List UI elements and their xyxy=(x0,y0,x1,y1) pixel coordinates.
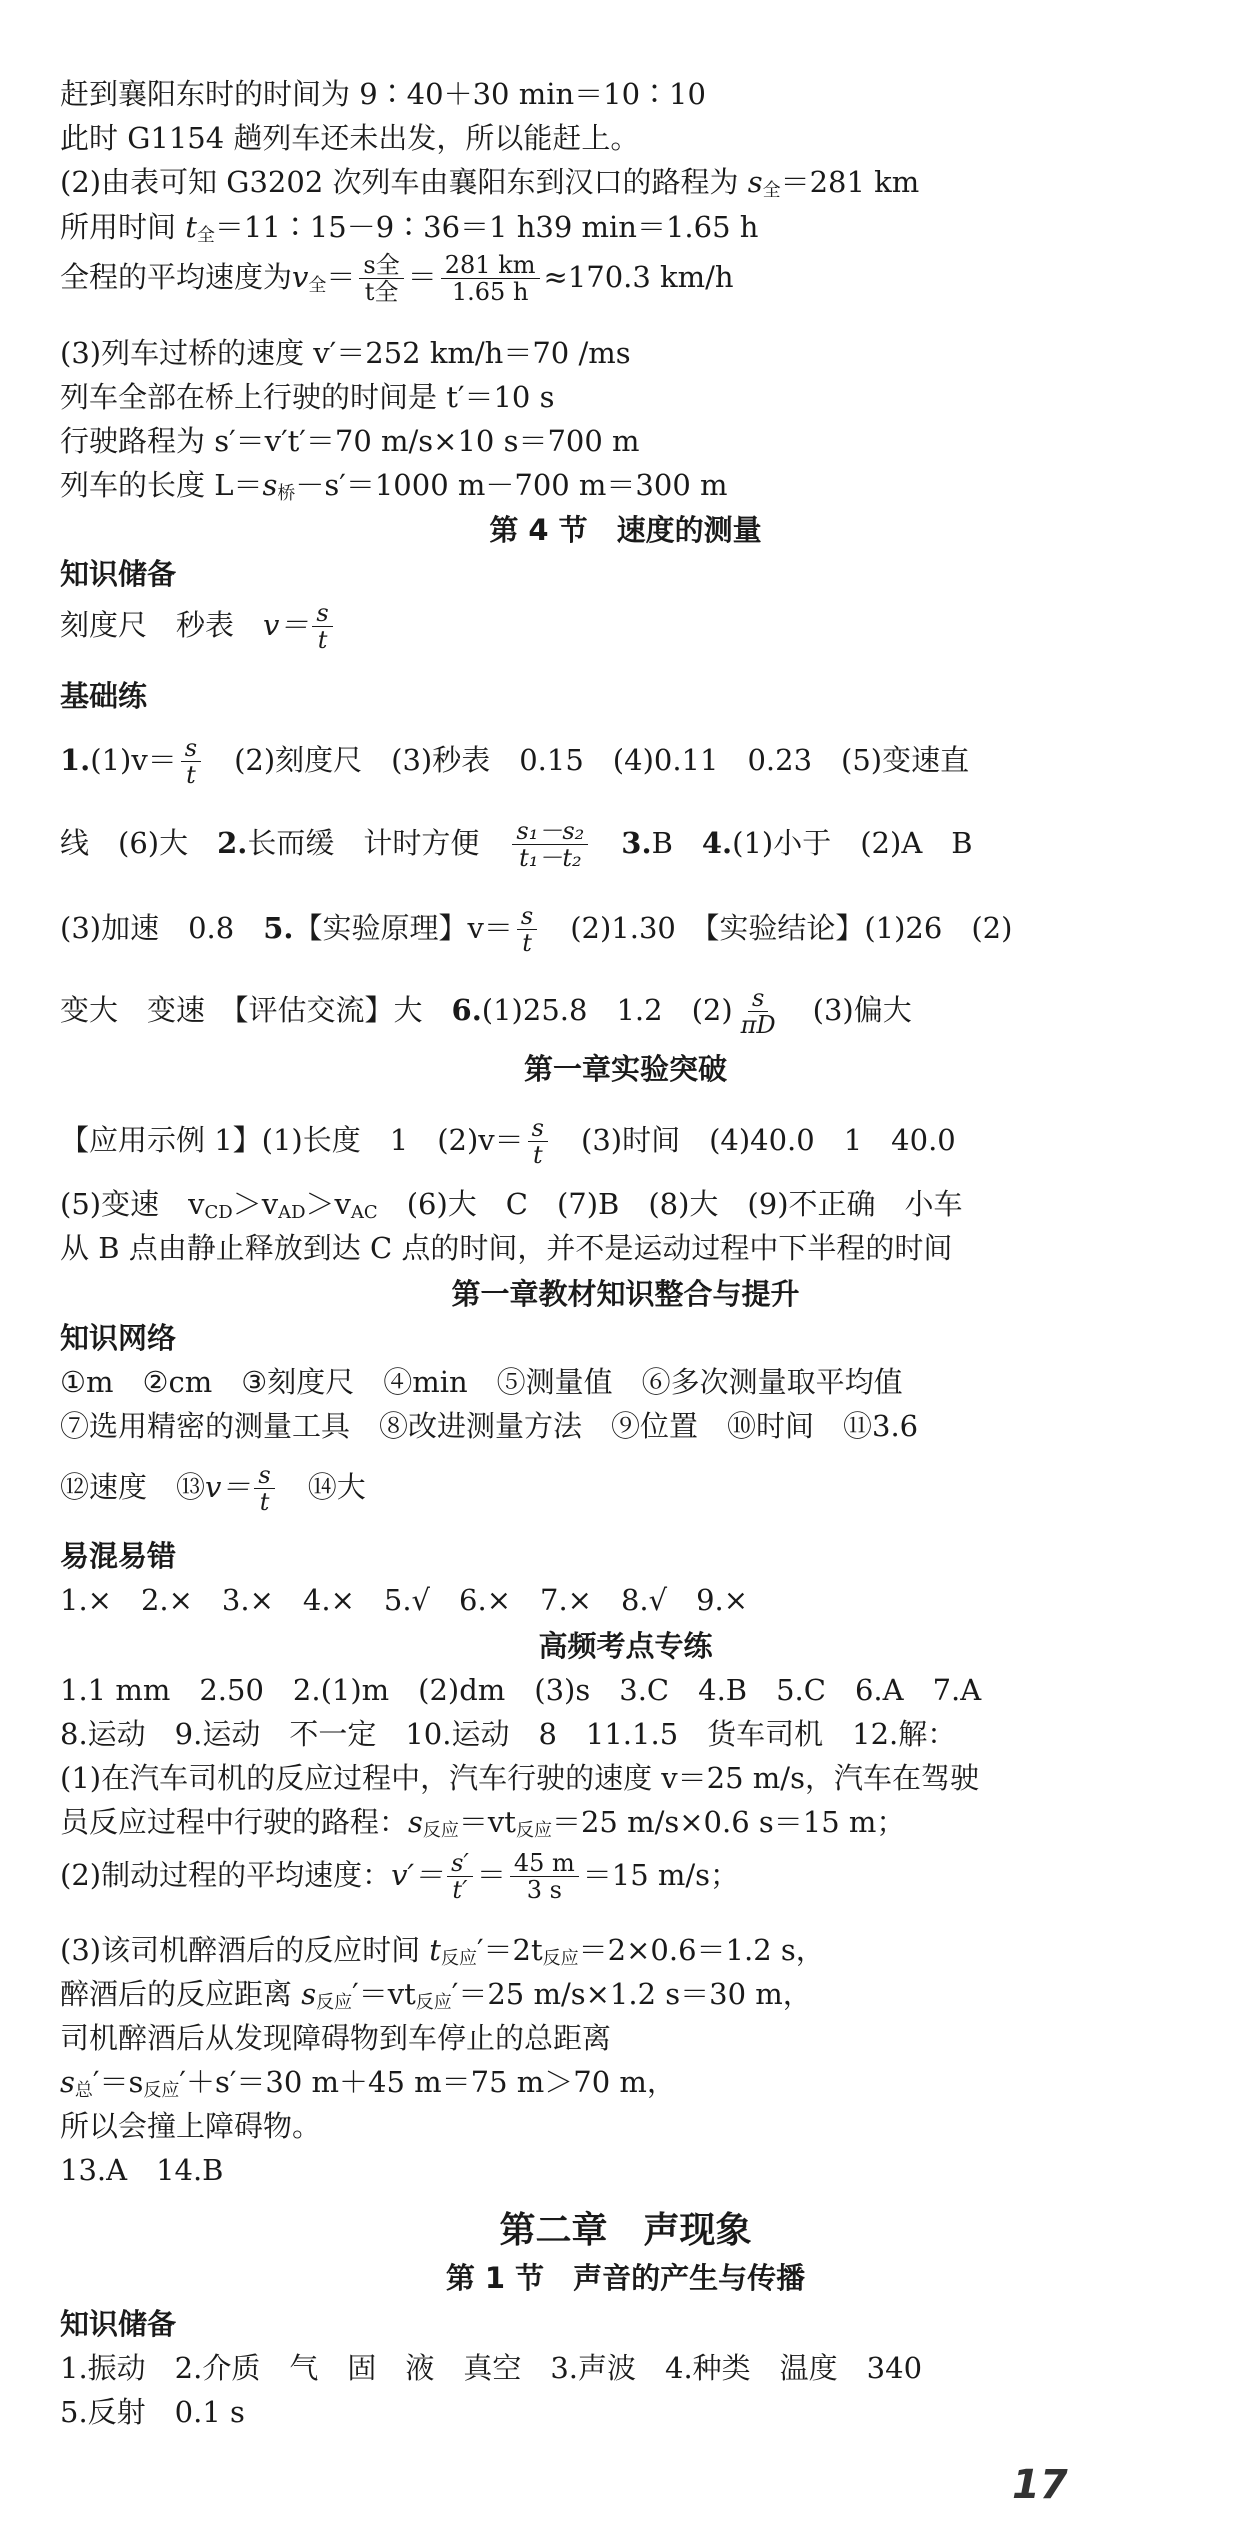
text-line: ①m ②cm ③刻度尺 ④min ⑤测量值 ⑥多次测量取平均值 xyxy=(60,1365,903,1399)
text-line: (5)变速 $v_{CD}>v_{AD}>v_{AC}$ (6)大 C (7)B (8)大 (9)不正确 小车 xyxy=(60,1187,963,1223)
formula-line: 全程的平均速度为$v_全=$ $\frac{\text{s全}}{\text{t全}}$ ＝ $\frac{281 km}{1.65 h}$ ≈170.3 km/h xyxy=(60,251,734,307)
section-title: 第一章实验突破 xyxy=(523,1052,727,1086)
fraction: $\frac{s}{t}$ xyxy=(517,903,537,957)
text-line: 13.A 14.B xyxy=(60,2153,224,2187)
section-title: 第一章教材知识整合与提升 xyxy=(451,1277,800,1311)
fraction: $\frac{s'}{t'}$ xyxy=(447,1850,473,1904)
subsection-heading: 基础练 xyxy=(60,679,148,713)
text-line: 刻度尺 秒表 v＝ $\frac{s}{t}$ xyxy=(60,600,337,654)
text-line: 5.反射 0.1 s xyxy=(60,2395,245,2429)
fraction: $\frac{s}{t}$ xyxy=(528,1115,548,1169)
text-line: 【应用示例 1】(1)长度 1 (2)v＝ $\frac{s}{t}$ (3)时间 (4)40.0 1 40.0 xyxy=(60,1114,956,1170)
text-line: ⑦选用精密的测量工具 ⑧改进测量方法 ⑨位置 ⑩时间 ⑪3.6 xyxy=(60,1409,919,1443)
text-line: 此时 G1154 趟列车还未出发，所以能赶上。 xyxy=(60,121,640,155)
section-title: 第 1 节 声音的产生与传播 xyxy=(445,2261,806,2295)
text-line: 所用时间 $t_全=11∶15-9∶36=1$ h39 min＝1.65 h xyxy=(60,210,759,246)
text-line: 变大 变速 【评估交流】大 6.(1)25.8 1.2 (2) $\frac{s}{\pi D}$ (3)偏大 xyxy=(60,984,912,1040)
text-line: (3)该司机醉酒后的反应时间 $t_{反应}'=2t_{反应}=2\times 0.6=1.2$ s， xyxy=(60,1933,825,1969)
text-line: 1.1 mm 2.50 2.(1)m (2)dm (3)s 3.C 4.B 5.C 6.A 7.A xyxy=(60,1673,982,1707)
text-line: ⑫速度 ⑬v＝ $\frac{s}{t}$ ⑭大 xyxy=(60,1461,366,1517)
section-title: 高频考点专练 xyxy=(538,1629,713,1663)
page-number: 17 xyxy=(1012,2462,1068,2508)
text-line: 从 B 点由静止释放到达 C 点的时间，并不是运动过程中下半程的时间 xyxy=(60,1231,953,1265)
subsection-heading: 知识储备 xyxy=(60,557,177,591)
fraction: $\frac{s}{t}$ xyxy=(254,1462,274,1516)
fraction: $\frac{s}{t}$ xyxy=(181,735,201,789)
text-line: 司机醉酒后从发现障碍物到车停止的总距离 xyxy=(60,2021,612,2055)
text-line: 醉酒后的反应距离 $s_{反应}'=vt_{反应}'=25$ m/s×1.2 s＝30 m， xyxy=(60,1977,812,2013)
section-title: 第 4 节 速度的测量 xyxy=(489,513,762,547)
fraction: $\frac{45 m}{3 s}$ xyxy=(510,1850,579,1904)
text-line: 赶到襄阳东时的时间为 9∶40＋30 min＝10∶10 xyxy=(60,77,706,111)
fraction: $\frac{\text{s全}}{\text{t全}}$ xyxy=(359,252,403,306)
text-line: 线 (6)大 2.长而缓 计时方便 $\frac{\text{s₁－s₂}}{\text{t₁－t₂}}$ 3.B 4.(1)小于 (2)A B xyxy=(60,817,973,873)
text-line: (3)加速 0.8 5.【实验原理】v＝ $\frac{s}{t}$ (2)1.30 【实验结论】(1)26 (2) xyxy=(60,902,1013,958)
formula-line: (2)制动过程的平均速度：v′＝ $\frac{s'}{t'}$ ＝ $\frac{45 m}{3 s}$ ＝15 m/s； xyxy=(60,1849,740,1905)
text-line: $s_总'=s_{反应}'+s'=30$ m＋45 m＝75 m＞70 m， xyxy=(60,2065,676,2101)
text-line: 员反应过程中行驶的路程：$s_{反应}=vt_{反应}=25$ m/s×0.6 s＝15 m； xyxy=(60,1805,906,1841)
text-line: (3)列车过桥的速度 v′＝252 km/h＝70 /ms xyxy=(60,336,631,370)
chapter-title: 第二章 声现象 xyxy=(499,2210,752,2251)
text-line: 行驶路程为 s′＝v′t′＝70 m/s×10 s＝700 m xyxy=(60,424,640,458)
text-line: 列车全部在桥上行驶的时间是 t′＝10 s xyxy=(60,380,555,414)
subsection-heading: 知识储备 xyxy=(60,2307,177,2341)
fraction: $\frac{\text{s₁－s₂}}{\text{t₁－t₂}}$ xyxy=(512,818,588,872)
text-line: (2)由表可知 G3202 次列车由襄阳东到汉口的路程为 $s_全=281$ km xyxy=(60,165,920,201)
subsection-heading: 知识网络 xyxy=(60,1321,177,1355)
text-line: 1.× 2.× 3.× 4.× 5.√ 6.× 7.× 8.√ 9.× xyxy=(60,1583,749,1617)
text-line: 所以会撞上障碍物。 xyxy=(60,2109,322,2143)
fraction: $\frac{s}{\pi D}$ xyxy=(740,984,776,1040)
text-line: 8.运动 9.运动 不一定 10.运动 8 11.1.5 货车司机 12.解： xyxy=(60,1717,957,1751)
fraction: $\frac{s}{t}$ xyxy=(312,600,332,654)
subsection-heading: 易混易错 xyxy=(60,1539,177,1573)
text-line: 列车的长度 $L=s_桥-s'=1000$ m－700 m＝300 m xyxy=(60,468,728,504)
text-line: 1.(1)v＝ $\frac{s}{t}$ (2)刻度尺 (3)秒表 0.15 (4)0.11 0.23 (5)变速直 xyxy=(60,734,970,790)
text-line: (1)在汽车司机的反应过程中，汽车行驶的速度 v＝25 m/s，汽车在驾驶 xyxy=(60,1761,979,1795)
fraction: $\frac{281 km}{1.65 h}$ xyxy=(441,252,540,306)
text-line: 1.振动 2.介质 气 固 液 真空 3.声波 4.种类 温度 340 xyxy=(60,2351,923,2385)
